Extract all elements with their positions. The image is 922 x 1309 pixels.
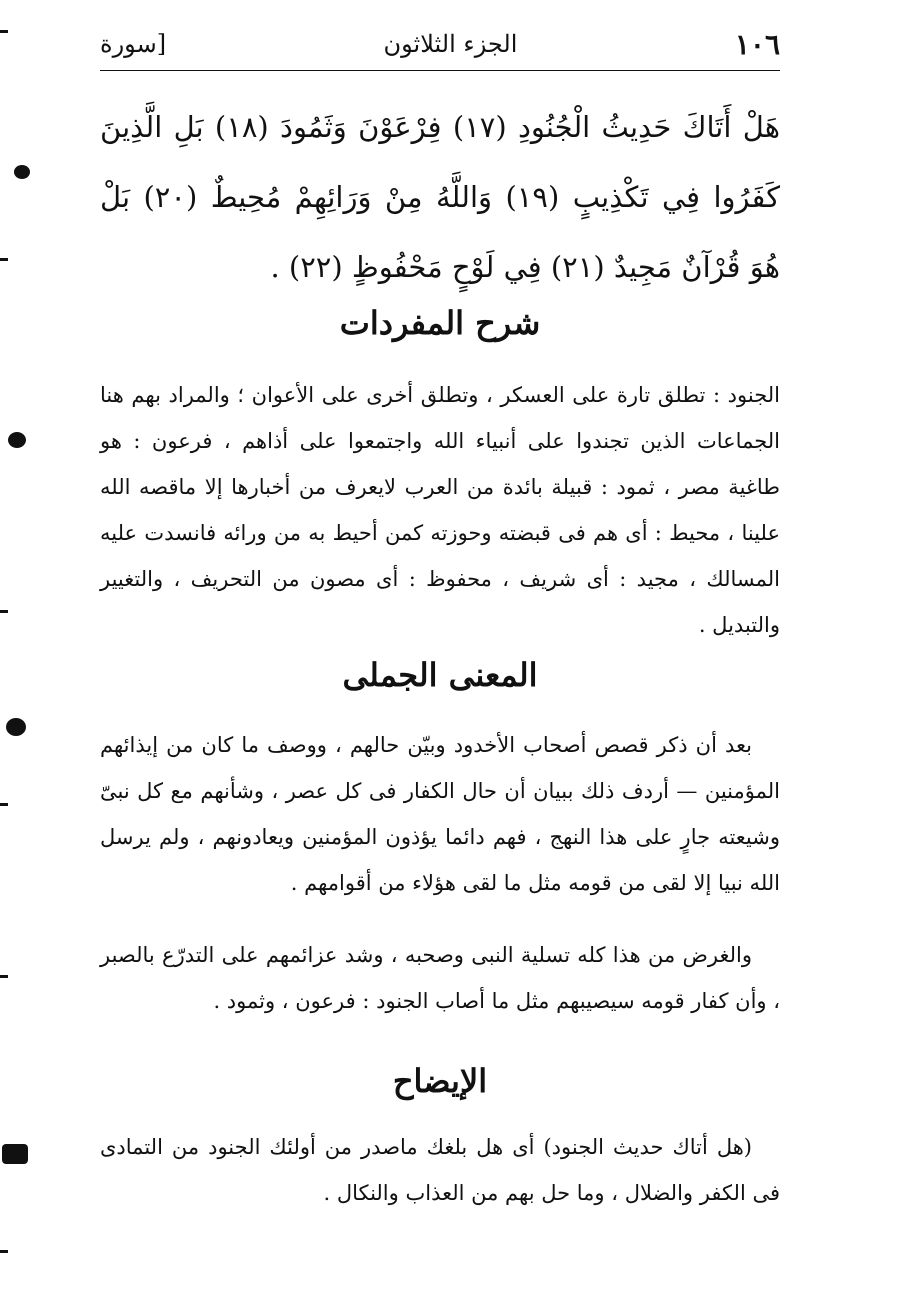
surah-label: [سورة — [100, 30, 167, 58]
page-header — [100, 20, 780, 68]
margin-blot — [8, 432, 26, 448]
header-rule — [100, 70, 780, 71]
margin-mark — [0, 30, 8, 33]
vocabulary-paragraph — [100, 372, 780, 648]
general-meaning-paragraph-2 — [100, 932, 780, 1024]
explanation-paragraph — [100, 1124, 780, 1216]
quran-verses: هَلْ أَتَاكَ حَدِيثُ الْجُنُودِ (١٧) فِرْعَوْنَ وَثَمُودَ (١٨) بَلِ الَّذِينَ كَفَرُوا فِي تَكْذِيبٍ (١٩) وَاللَّهُ مِنْ وَرَائِهِمْ مُحِيطٌ (٢٠) بَلْ هُوَ قُرْآنٌ مَجِيدٌ (٢١) فِي لَوْحٍ مَحْفُوظٍ (٢٢) . — [100, 110, 781, 284]
margin-mark — [0, 610, 8, 613]
paragraph: والغرض من هذا كله تسلية النبى وصحبه ، وشد عزائمهم على التدرّع بالصبر ، وأن كفار قومه سيصيبهم مثل ما أصاب الجنود : فرعون ، وثمود . — [100, 943, 780, 1013]
page-number: ١٠٦ — [734, 27, 780, 61]
margin-blot — [2, 1144, 28, 1164]
part-title: الجزء الثلاثون — [383, 30, 518, 58]
section-title-explanation: الإيضاح — [392, 1062, 488, 1100]
margin-mark — [0, 803, 8, 806]
margin-mark — [0, 1250, 8, 1253]
margin-blot — [6, 718, 26, 736]
margin-blot — [14, 165, 30, 179]
paragraph: الجنود : تطلق تارة على العسكر ، وتطلق أخرى على الأعوان ؛ والمراد بهم هنا الجماعات الذين تجندوا على أنبياء الله واجتمعوا على أذاهم ، فرعون : هو طاغية مصر ، ثمود : قبيلة بائدة من العرب لايعرف من أخبارها إلا ماقصه الله علينا ، محيط : أى هم فى قبضته وحوزته كمن أحيط به من ورائه فانسدت عليه المسالك ، مجيد : أى شريف ، محفوظ : أى مصون من التحريف ، والتغيير والتبديل . — [100, 383, 780, 637]
section-title-vocabulary: شرح المفردات — [339, 304, 541, 342]
margin-mark — [0, 975, 8, 978]
general-meaning-paragraph-1 — [100, 722, 780, 906]
paragraph: (هل أتاك حديث الجنود) أى هل بلغك ماصدر من أولئك الجنود من التمادى فى الكفر والضلال ، وما حل بهم من العذاب والنكال . — [100, 1135, 780, 1205]
section-title-general-meaning: المعنى الجملى — [342, 656, 538, 694]
paragraph: بعد أن ذكر قصص أصحاب الأخدود وبيّن حالهم ، ووصف ما كان من إيذائهم المؤمنين — أردف ذلك ببيان أن حال الكفار فى كل عصر ، وشأنهم مع كل نبىّ وشيعته جارٍ على هذا النهج ، فهم دائما يؤذون المؤمنين ويعادونهم ، ولم يرسل الله نبيا إلا لقى من قومه مثل ما لقى هؤلاء من أقوامهم . — [100, 733, 780, 895]
margin-mark — [0, 258, 8, 261]
